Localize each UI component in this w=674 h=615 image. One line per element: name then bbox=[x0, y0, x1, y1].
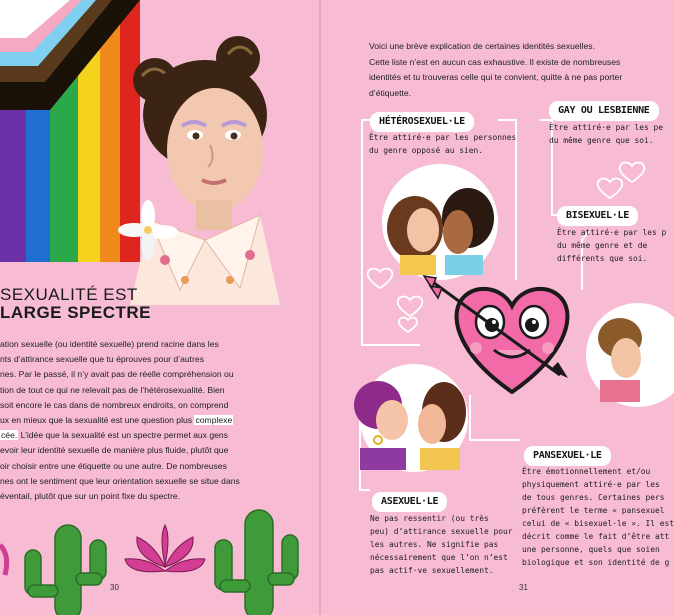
desc-line: Ne pas ressentir (ou très bbox=[370, 514, 489, 523]
label-bisexual: BISEXUEL·LE bbox=[557, 206, 638, 226]
desc-line: du genre opposé au sien. bbox=[369, 146, 484, 155]
desc-bisexual bbox=[557, 226, 667, 265]
section-title bbox=[0, 286, 230, 322]
body-line: éventail, plutôt que sur un point fixe du spectre. bbox=[0, 491, 181, 502]
desc-gay-lesbian bbox=[549, 121, 664, 147]
desc-line: pas actif·ve sexuellement. bbox=[370, 566, 494, 575]
body-line: nes. Par le passé, il n’y avait pas de réelle compréhension ou bbox=[0, 369, 234, 380]
intro-line: identités et tu trouveras celle qui te convient, quitte à ne pas porter bbox=[369, 72, 623, 82]
desc-line: Être attiré·e par les personnes bbox=[369, 133, 517, 142]
body-line: ation sexuelle (ou identité sexuelle) prend racine dans les bbox=[0, 339, 219, 349]
body-line: nes ont le sentiment que leur orientation sexuelle se situe dans bbox=[0, 475, 240, 486]
body-line: tion de tout ce qui ne relevait pas de l’hétérosexualité. Bien bbox=[0, 384, 225, 395]
desc-line: différents que soi. bbox=[557, 254, 648, 263]
body-line-start: ux en mieux que la sexualité est une question plus bbox=[0, 415, 193, 426]
intro-line: Voici une brève explication de certaines identités sexuelles. bbox=[369, 41, 595, 51]
highlighted-word-end: cée. bbox=[1, 430, 18, 441]
body-line-with-highlight bbox=[0, 428, 280, 443]
desc-line: préfèrent le terme « pansexuel bbox=[522, 506, 665, 515]
desc-asexual bbox=[370, 512, 513, 577]
cactus-illustration bbox=[0, 505, 320, 615]
desc-line: du même genre et de bbox=[557, 241, 648, 250]
desc-line: de tous genres. Certaines pers bbox=[522, 493, 665, 502]
body-line-with-highlight bbox=[0, 413, 280, 428]
page-number-right: 31 bbox=[519, 583, 528, 592]
body-line: nts d’attirance sexuelle que tu éprouves pour d’autres bbox=[0, 354, 204, 365]
label-heterosexual: HÉTÉROSEXUEL·LE bbox=[370, 112, 474, 132]
body-line: oir choisir entre une étiquette ou une autre. De nombreuses bbox=[0, 460, 227, 471]
label-pansexual: PANSEXUEL·LE bbox=[524, 446, 611, 466]
desc-line: peu) d’attirance sexuelle pour bbox=[370, 527, 513, 536]
desc-line: Être attiré·e par les pe bbox=[549, 123, 664, 132]
label-gay-lesbian: GAY OU LESBIENNE bbox=[549, 101, 659, 121]
desc-line: du même genre que soi. bbox=[549, 136, 654, 145]
body-line: evoir leur identité sexuelle de manière plus fluide, plutôt que bbox=[0, 445, 229, 456]
body-line-rest: L’idée que la sexualité est un spectre permet aux gens bbox=[18, 430, 228, 441]
desc-line: Être émotionnellement et/ou bbox=[522, 467, 651, 476]
desc-line: décrit comme le fait d’être att bbox=[522, 532, 670, 541]
desc-line: une personne, quels que soien bbox=[522, 545, 660, 554]
desc-pansexual bbox=[522, 465, 674, 569]
desc-line: physiquement attiré·e par les bbox=[522, 480, 660, 489]
portrait-illustration bbox=[110, 30, 300, 305]
intro-line: d’étiquette. bbox=[369, 87, 412, 98]
label-asexual: ASEXUEL·LE bbox=[372, 492, 447, 512]
desc-heterosexual bbox=[369, 131, 517, 157]
title-line-2: LARGE SPECTRE bbox=[0, 303, 152, 322]
desc-line: nécessairement que l’on n’est bbox=[370, 553, 508, 562]
intro-line: Cette liste n’est en aucun cas exhaustive. Il existe de nombreuses bbox=[369, 56, 621, 67]
desc-line: les autres. Ne signifie pas bbox=[370, 540, 499, 549]
page-number-left: 30 bbox=[110, 583, 119, 592]
body-line: soit encore le cas dans de nombreux endroits, on comprend bbox=[0, 399, 229, 410]
highlighted-word: complexe bbox=[195, 415, 233, 426]
left-body-text bbox=[0, 337, 280, 504]
desc-line: celui de « bisexuel·le ». Il est bbox=[522, 519, 674, 528]
title-line-1: SEXUALITÉ EST bbox=[0, 285, 138, 304]
desc-line: biologique et son identité de g bbox=[522, 558, 670, 567]
desc-line: Être attiré·e par les p bbox=[557, 228, 667, 237]
